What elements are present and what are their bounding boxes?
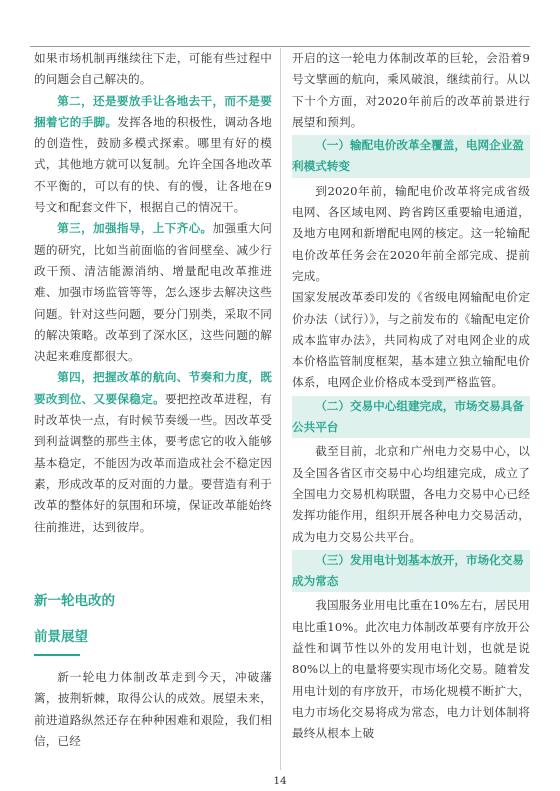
paragraph-point-four bbox=[34, 367, 272, 537]
point-four-lead: 第四，把握改革的航向、节奏和力度，既要改到位、又要保稳定。 bbox=[34, 370, 272, 406]
left-column bbox=[34, 48, 272, 538]
section-heading bbox=[34, 588, 272, 666]
paragraph-trading-center: 截至目前，北京和广州电力交易中心，以及全国各省区市交易中心均组建完成，成立了全国电力交易机构联盟，各电力交易中心已经发挥功能作用，组织开展各种电力交易活动，成为电力交易公共平台。 bbox=[292, 444, 530, 544]
subheading-one: （一）输配电价改革全覆盖，电网企业盈利模式转变 bbox=[292, 135, 530, 178]
page-number: 14 bbox=[273, 775, 287, 787]
point-four-body: 要把控改革进程，有时改革快一点，有时候节奏缓一些。因改革受到利益调整的那些主体，要考虑它的收入能够基本稳定，不能因为改革而造成社会不稳定因素，形成改革的反对面的力量。要营造有利于改革的整体好的氛围和环境，保证改革能始终往前推进，达到彼岸。 bbox=[34, 391, 272, 534]
paragraph-continuation: 如果市场机制再继续往下走，可能有些过程中的问题会自己解决的。 bbox=[34, 51, 272, 87]
paragraph-tariff-reform: 到2020年前，输配电价改革将完成省级电网、各区域电网、跨省跨区重要输电通道，及地方电网和新增配电网的核定。这一轮输配电价改革任务会在2020年前全部完成、提前完成。 bbox=[292, 183, 530, 283]
point-two-body: 发挥各地的积极性，调动各地的创造性，鼓励多模式探索。哪里有好的模式，其他地方就可以复制。允许全国各地改革不平衡的，可以有的快、有的慢，让各地在9号文和配套文件下，根据自己的情况干。 bbox=[34, 114, 272, 215]
paragraph-generation-plan: 我国服务业用电比重在10%左右，居民用电比重10%。此次电力体制改革要有序放开公益性和调节性以外的发用电计划，也就是说80%以上的电量将要实现市场化交易。随着发用电计划的有序放开，市场化规模不断扩大，电力市场化交易将成为常态，电力计划体制将最终从根本上破 bbox=[292, 598, 530, 741]
point-two-lead: 第二，还是要放手让各地去干，而不是要捆着它的手脚。 bbox=[34, 93, 272, 129]
section-title-line1: 新一轮电改的 bbox=[34, 593, 115, 609]
paragraph-point-three bbox=[34, 218, 272, 367]
section-title-line2: 前景展望 bbox=[34, 629, 88, 645]
paragraph-outlook-intro: 新一轮电力体制改革走到今天，冲破藩篱，披荆斩棘，取得公认的成效。展望未来，前进道路纵然还存在种种困难和艰险，我们相信，已经 bbox=[34, 670, 272, 748]
paragraph-outlook-continuation: 开启的这一轮电力体制改革的巨轮，会沿着9号文擘画的航向，乘风破浪，继续前行。从以下十个方面，对2020年前后的改革前景进行展望和预判。 bbox=[292, 51, 530, 129]
subheading-two: （二）交易中心组建完成，市场交易具备公共平台 bbox=[292, 396, 530, 439]
point-three-body: 加强重大问题的研究，比如当前面临的省间壁垒、减少行政干预、清洁能源消纳、增量配电改革推进难、加强市场监管等等，怎么逐步去解决这些问题。针对这些问题，要分门别类，采取不同的解决策略。改革到了深水区，这些问题的解决起来难度都很大。 bbox=[34, 221, 272, 364]
subheading-three: （三）发用电计划基本放开，市场化交易成为常态 bbox=[292, 550, 530, 593]
paragraph-tariff-regulation: 国家发展改革委印发的《省级电网输配电价定价办法（试行）》，与之前发布的《输配电定价成本监审办法》，共同构成了对电网企业的成本价格监管制度框架，基本建立独立输配电价体系，电网企业价格成本受到严格监管。 bbox=[292, 290, 530, 390]
paragraph-point-two bbox=[34, 91, 272, 219]
header-rule bbox=[30, 46, 530, 47]
right-column bbox=[292, 48, 530, 745]
point-three-lead: 第三，加强指导，上下齐心。 bbox=[57, 221, 213, 236]
section-title-underline bbox=[34, 654, 80, 656]
column-divider bbox=[280, 48, 281, 770]
left-column-bottom bbox=[34, 667, 272, 752]
